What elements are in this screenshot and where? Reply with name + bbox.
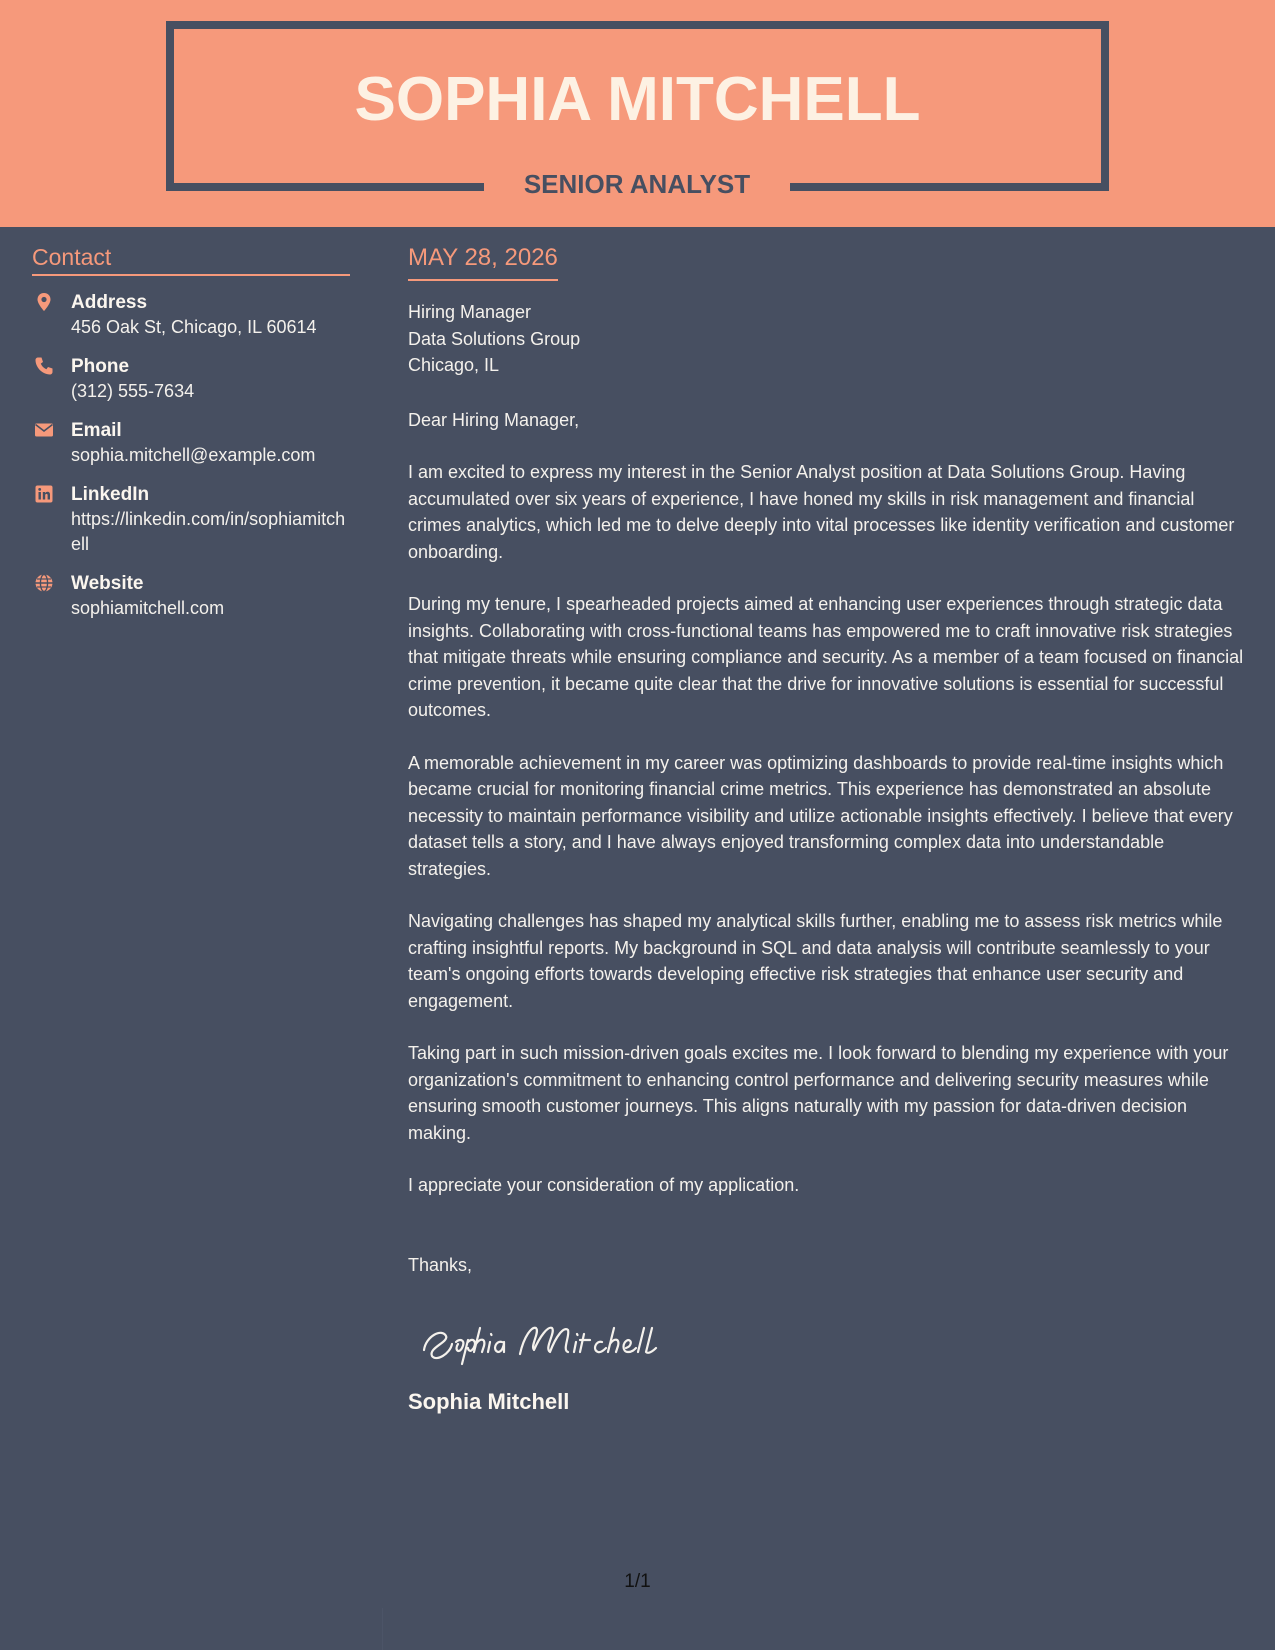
email-icon <box>34 420 54 440</box>
address-label: Address <box>71 292 148 313</box>
signer-name: Sophia Mitchell <box>408 1389 570 1414</box>
address-value: 456 Oak St, Chicago, IL 60614 <box>71 317 317 337</box>
paragraph: During my tenure, I spearheaded projects aimed at enhancing user experiences through strategic data insights. Collaborating with cross-functional teams has empowered me to craft innovative risk strategies that mitigate threats while ensuring compliance and security. As a member of a team focused on financial crime prevention, it became quite clear that the drive for innovative solutions is essential for successful outcomes. <box>408 594 1244 720</box>
website-label: Website <box>71 573 144 594</box>
phone-icon <box>34 356 54 376</box>
paragraph: Taking part in such mission-driven goals excites me. I look forward to blending my experience with your organization's commitment to enhancing control performance and delivering security measures while ensuring smooth customer journeys. This aligns naturally with my passion for data-driven decision making. <box>408 1043 1229 1143</box>
contact-linkedin <box>32 482 350 557</box>
email-value: sophia.mitchell@example.com <box>71 445 316 465</box>
signature-image <box>416 1306 666 1366</box>
closing: Thanks, <box>408 1254 473 1275</box>
contact-email <box>32 418 350 468</box>
letter-date: MAY 28, 2026 <box>408 243 558 281</box>
contact-sidebar <box>32 243 350 621</box>
salutation: Dear Hiring Manager, <box>408 409 580 430</box>
recipient-block <box>408 299 1248 379</box>
contact-website <box>32 571 350 621</box>
paragraph: Navigating challenges has shaped my analytical skills further, enabling me to assess risk metrics while crafting insightful reports. My background in SQL and data analysis will contribute seamlessly to your team's ongoing efforts towards developing effective risk strategies that enhance user security and engagement. <box>408 911 1223 1011</box>
recipient-company: Data Solutions Group <box>408 328 581 349</box>
column-divider <box>382 1608 383 1650</box>
phone-label: Phone <box>71 356 130 377</box>
email-label: Email <box>71 420 122 441</box>
linkedin-icon <box>34 484 54 504</box>
recipient-location: Chicago, IL <box>408 355 500 375</box>
contact-phone <box>32 354 350 404</box>
header-banner <box>0 0 1275 227</box>
candidate-name: SOPHIA MITCHELL <box>354 65 921 134</box>
contact-address <box>32 290 350 340</box>
recipient-line: Hiring Manager <box>408 302 532 322</box>
map-pin-icon <box>34 292 54 312</box>
linkedin-label: LinkedIn <box>71 484 150 505</box>
phone-value: (312) 555-7634 <box>71 381 195 401</box>
job-title: SENIOR ANALYST <box>523 169 751 199</box>
paragraph: I am excited to express my interest in the Senior Analyst position at Data Solutions Group. Having accumulated over six years of experience, I have honed my skills in risk management and financial crimes analytics, which led me to delve deeply into vital processes like identity verification and customer onboarding. <box>408 462 1235 562</box>
paragraph: I appreciate your consideration of my application. <box>408 1175 800 1195</box>
linkedin-value[interactable]: https://linkedin.com/in/sophiamitchell <box>71 509 346 554</box>
letter-body <box>408 243 1248 1417</box>
website-value[interactable]: sophiamitchell.com <box>71 598 225 618</box>
paragraph: A memorable achievement in my career was optimizing dashboards to provide real-time insights which became crucial for monitoring financial crime metrics. This experience has demonstrated an absolute necessity to maintain performance visibility and utilize actionable insights effectively. I believe that every dataset tells a story, and I have always enjoyed transforming complex data into understandable strategies. <box>408 752 1233 879</box>
page-number: 1/1 <box>624 1571 651 1592</box>
globe-icon <box>34 573 54 593</box>
contact-section-title: Contact <box>32 243 350 276</box>
